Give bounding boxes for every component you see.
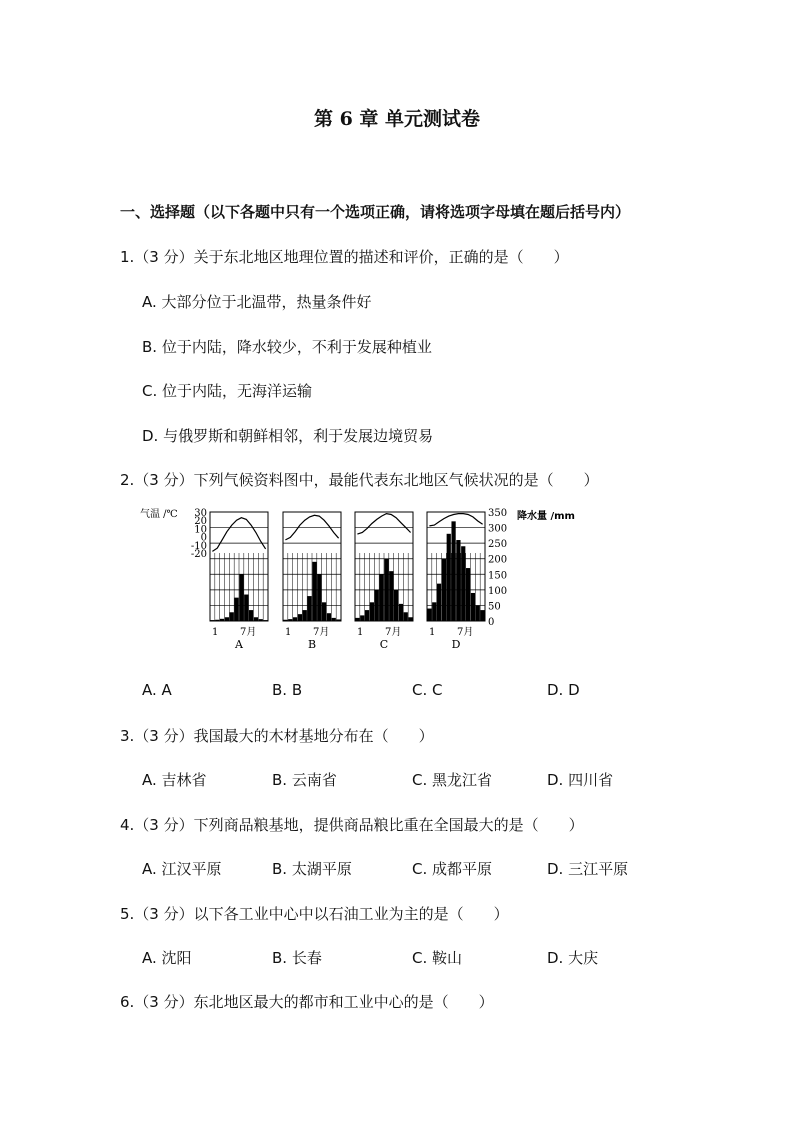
precip-bar	[456, 540, 460, 621]
panel-label: A	[235, 638, 243, 651]
precip-bar	[466, 568, 470, 621]
temp-tick-label: 30	[194, 508, 207, 519]
precip-bar	[317, 574, 321, 621]
question-1-option-b[interactable]: B. 位于内陆，降水较少，不利于发展种植业	[142, 338, 432, 356]
month-tick-label: 7月	[240, 627, 257, 638]
precip-bar	[480, 610, 484, 621]
question-4-stem: 4.（3 分）下列商品粮基地，提供商品粮比重在全国最大的是（ ）	[120, 816, 584, 834]
precip-bar	[442, 559, 446, 621]
precip-bar	[355, 618, 359, 621]
precip-bar	[239, 574, 243, 621]
precip-tick-label: 300	[488, 523, 508, 535]
precip-bar	[375, 590, 379, 621]
question-3-option-b[interactable]: B. 云南省	[272, 771, 337, 789]
question-2-option-c[interactable]: C. C	[412, 681, 443, 699]
precip-bar	[283, 620, 287, 621]
climate-chart-svg	[140, 500, 610, 660]
precip-bar	[379, 574, 383, 621]
precip-tick-label: 50	[488, 601, 501, 613]
precip-bar	[360, 615, 364, 621]
precip-tick-label: 0	[488, 617, 495, 628]
month-tick-label: 7月	[457, 627, 474, 638]
precip-bar	[234, 598, 238, 621]
precip-bar	[384, 559, 388, 621]
precip-bar	[220, 619, 224, 621]
precip-bar	[471, 593, 475, 621]
precip-bar	[336, 619, 340, 621]
temp-tick-label: 10	[194, 524, 207, 536]
precip-bar	[365, 610, 369, 621]
precip-bar	[225, 617, 229, 621]
precip-tick-label: 350	[488, 508, 508, 519]
precip-bar	[332, 618, 336, 621]
question-2-option-a[interactable]: A. A	[142, 681, 172, 699]
temp-tick-label: 20	[194, 516, 207, 528]
precip-bar	[370, 602, 374, 621]
right-axis-label: 降水量 /mm	[517, 511, 575, 522]
precip-bar	[298, 614, 302, 621]
precip-bar	[447, 534, 451, 621]
month-tick-label: 7月	[313, 627, 330, 638]
precip-bar	[461, 546, 465, 621]
precip-tick-label: 200	[488, 554, 508, 566]
question-5-option-c[interactable]: C. 鞍山	[412, 949, 463, 967]
month-tick-label: 1	[212, 627, 219, 638]
precip-bar	[432, 602, 436, 621]
question-2-stem: 2.（3 分）下列气候资料图中，最能代表东北地区气候状况的是（ ）	[120, 471, 599, 489]
question-3-stem: 3.（3 分）我国最大的木材基地分布在（ ）	[120, 727, 434, 745]
month-tick-label: 7月	[385, 627, 402, 638]
question-2-option-b[interactable]: B. B	[272, 681, 303, 699]
left-axis-label: 气温 /℃	[140, 509, 178, 520]
month-tick-label: 1	[429, 627, 436, 638]
precip-tick-label: 150	[488, 570, 508, 582]
precip-bar	[399, 604, 403, 621]
precip-bar	[389, 571, 393, 621]
question-1-option-a[interactable]: A. 大部分位于北温带，热量条件好	[142, 293, 372, 311]
climate-chart	[140, 500, 610, 660]
question-5-stem: 5.（3 分）以下各工业中心中以石油工业为主的是（ ）	[120, 905, 509, 923]
question-4-option-b[interactable]: B. 太湖平原	[272, 860, 352, 878]
question-4-option-d[interactable]: D. 三江平原	[547, 860, 629, 878]
question-2-option-d[interactable]: D. D	[547, 681, 580, 699]
precip-bar	[394, 590, 398, 621]
precip-bar	[307, 596, 311, 621]
panel-label: C	[379, 638, 389, 651]
question-3-option-c[interactable]: C. 黑龙江省	[412, 771, 493, 789]
precip-bar	[476, 605, 480, 621]
precip-bar	[210, 620, 214, 621]
precip-bar	[322, 602, 326, 621]
question-5-option-a[interactable]: A. 沈阳	[142, 949, 192, 967]
precip-bar	[327, 613, 331, 621]
precip-bar	[230, 612, 234, 621]
question-1-stem: 1.（3 分）关于东北地区地理位置的描述和评价，正确的是（ ）	[120, 248, 569, 266]
temp-tick-label: -10	[190, 540, 207, 552]
precip-bar	[259, 619, 263, 621]
temp-tick-label: -20	[190, 549, 207, 560]
temp-curve	[429, 514, 482, 526]
section-heading: 一、选择题（以下各题中只有一个选项正确，请将选项字母填在题后括号内）	[120, 203, 631, 221]
precip-bar	[254, 617, 258, 621]
precip-bar	[215, 620, 219, 621]
panel-label: B	[307, 638, 317, 651]
question-3-option-a[interactable]: A. 吉林省	[142, 771, 207, 789]
question-5-option-d[interactable]: D. 大庆	[547, 949, 599, 967]
month-tick-label: 1	[285, 627, 292, 638]
precip-bar	[244, 595, 248, 621]
question-3-option-d[interactable]: D. 四川省	[547, 771, 614, 789]
temp-tick-label: 0	[200, 532, 207, 544]
precip-tick-label: 100	[488, 585, 508, 597]
precip-bar	[293, 617, 297, 621]
precip-bar	[427, 609, 431, 621]
precip-bar	[404, 612, 408, 621]
precip-bar	[408, 617, 412, 621]
precip-bar	[303, 610, 307, 621]
question-5-option-b[interactable]: B. 长春	[272, 949, 322, 967]
temp-curve	[212, 518, 265, 552]
temp-curve	[357, 514, 410, 535]
precip-bar	[312, 562, 316, 621]
panel-label: D	[451, 638, 461, 651]
precip-tick-label: 250	[488, 539, 508, 551]
precip-bar	[437, 584, 441, 621]
precip-bar	[249, 610, 253, 621]
question-4-option-c[interactable]: C. 成都平原	[412, 860, 493, 878]
question-1-option-c[interactable]: C. 位于内陆，无海洋运输	[142, 382, 313, 400]
precip-bar	[451, 521, 455, 621]
page-title: 第 6 章 单元测试卷	[313, 108, 481, 130]
question-4-option-a[interactable]: A. 江汉平原	[142, 860, 222, 878]
precip-bar	[263, 620, 267, 621]
precip-bar	[288, 619, 292, 621]
question-1-option-d[interactable]: D. 与俄罗斯和朝鲜相邻，利于发展边境贸易	[142, 427, 434, 445]
month-tick-label: 1	[357, 627, 364, 638]
question-6-stem: 6.（3 分）东北地区最大的都市和工业中心的是（ ）	[120, 993, 494, 1011]
